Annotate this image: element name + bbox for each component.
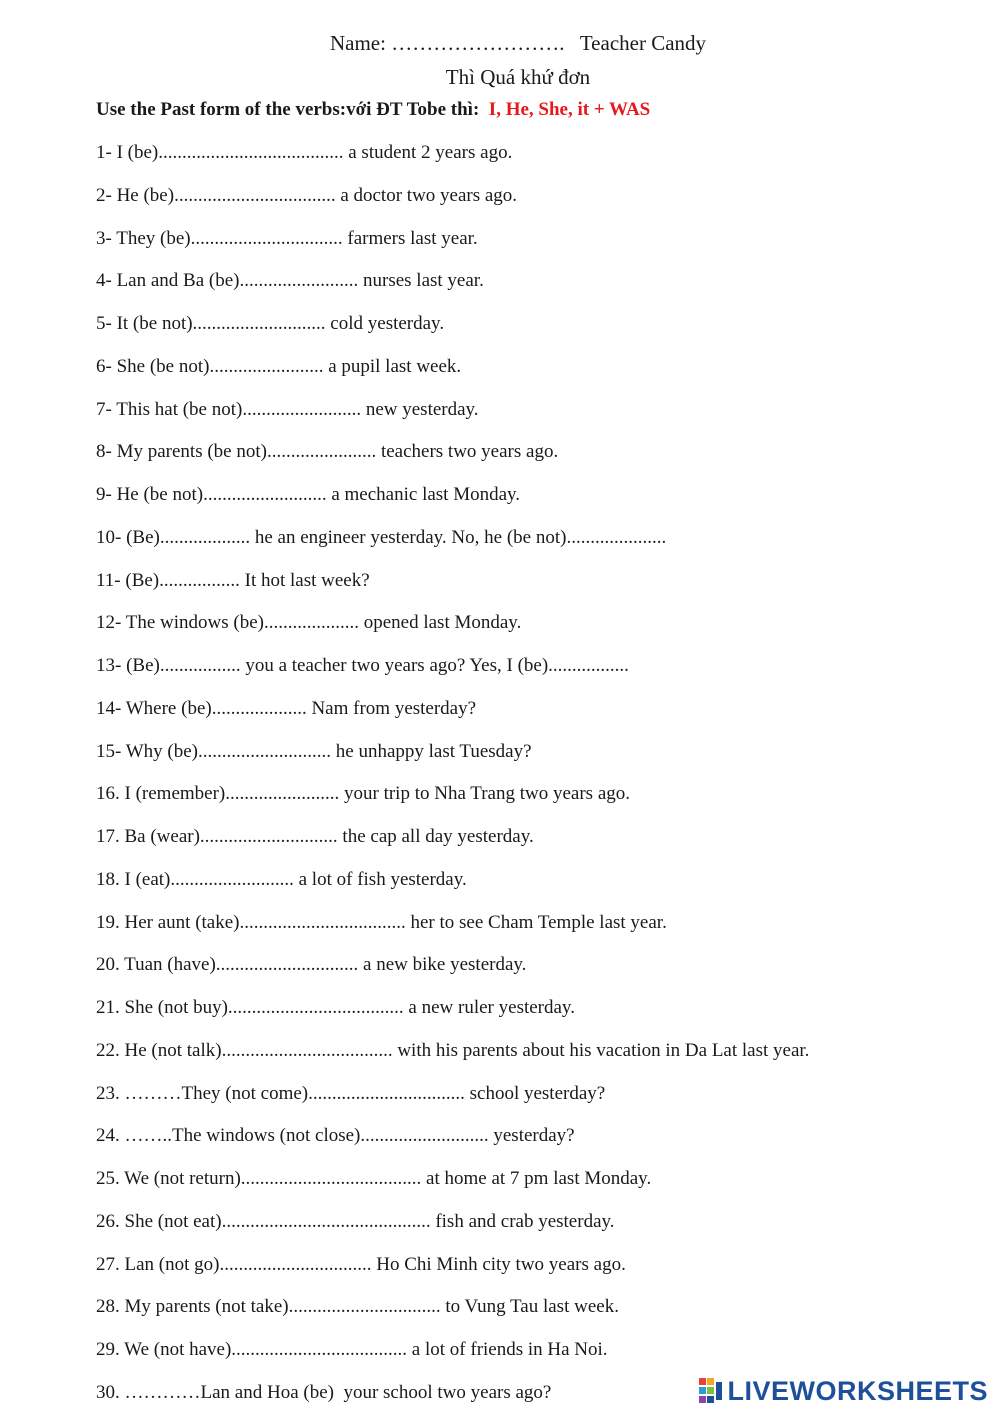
brand-text: LIVEWORKSHEETS (727, 1376, 988, 1406)
liveworksheets-brand[interactable] (699, 1376, 988, 1406)
question-7 (96, 397, 809, 440)
liveworksheets-logo-icon (699, 1378, 723, 1404)
question-text: 27. Lan (not go)................................ Ho Chi Minh city two years ago. (96, 1253, 626, 1275)
question-list (96, 140, 809, 1423)
question-8 (96, 439, 809, 482)
question-26 (96, 1209, 809, 1252)
question-18 (96, 867, 809, 910)
question-10 (96, 525, 809, 568)
question-text: 6- She (be not)........................ a pupil last week. (96, 355, 462, 377)
question-24 (96, 1123, 809, 1166)
question-2 (96, 183, 809, 226)
question-3 (96, 226, 809, 269)
question-22 (96, 1038, 809, 1081)
question-text: 8- My parents (be not)....................... teachers two years ago. (96, 441, 559, 463)
question-text: 23. ………They (not come)................................. school yesterday? (96, 1082, 606, 1104)
question-1 (96, 140, 809, 183)
question-17 (96, 824, 809, 867)
question-25 (96, 1166, 809, 1209)
question-text: 20. Tuan (have).............................. a new bike yesterday. (96, 954, 527, 976)
question-text: 19. Her aunt (take)................................... her to see Cham Temple last year. (96, 911, 667, 933)
question-text: 5- It (be not)............................ cold yesterday. (96, 313, 445, 334)
question-text: 10- (Be)................... he an engineer yesterday. No, he (be not)..................... (96, 526, 667, 548)
instruction-text: Use the Past form of the verbs:với ĐT Tobe thì: (96, 99, 489, 120)
instruction (96, 98, 650, 122)
question-21 (96, 995, 809, 1038)
question-text: 26. She (not eat)............................................ fish and crab yesterday. (96, 1210, 615, 1232)
question-text: 12- The windows (be).................... opened last Monday. (96, 612, 522, 634)
question-text: 7- This hat (be not)......................... new yesterday. (96, 398, 479, 420)
question-27 (96, 1252, 809, 1295)
question-text: 16. I (remember)........................ your trip to Nha Trang two years ago. (96, 783, 631, 805)
question-28 (96, 1294, 809, 1337)
instruction-highlight: I, He, She, it + WAS (488, 99, 651, 120)
question-5 (96, 311, 809, 354)
question-text: 21. She (not buy)..................................... a new ruler yesterday. (96, 997, 575, 1018)
question-4 (96, 268, 809, 311)
question-13 (96, 653, 809, 696)
question-text: 17. Ba (wear)............................. the cap all day yesterday. (96, 826, 534, 847)
question-text: 25. We (not return)...................................... at home at 7 pm last Monday. (96, 1168, 652, 1189)
question-9 (96, 482, 809, 525)
name-line: Name: ……………………. Teacher Candy (329, 31, 707, 55)
question-text: 4- Lan and Ba (be)......................... nurses last year. (96, 270, 484, 292)
question-29 (96, 1337, 809, 1380)
question-14 (96, 696, 809, 739)
question-text: 11- (Be)................. It hot last week? (96, 569, 370, 591)
question-text: 30. …………Lan and Hoa (be) your school two years ago? (96, 1381, 552, 1403)
question-20 (96, 952, 809, 995)
question-text: 29. We (not have)..................................... a lot of friends in Ha Noi. (96, 1339, 608, 1360)
question-text: 14- Where (be).................... Nam from yesterday? (96, 697, 477, 719)
question-text: 2- He (be).................................. a doctor two years ago. (96, 184, 518, 206)
question-11 (96, 568, 809, 611)
worksheet-title: Thì Quá khứ đơn (445, 65, 591, 89)
question-text: 13- (Be)................. you a teacher two years ago? Yes, I (be)................. (96, 655, 629, 676)
question-23 (96, 1081, 809, 1124)
question-text: 15- Why (be)............................ he unhappy last Tuesday? (96, 740, 532, 762)
question-16 (96, 781, 809, 824)
question-text: 24. ……..The windows (not close)........................... yesterday? (96, 1125, 575, 1147)
question-text: 9- He (be not).......................... a mechanic last Monday. (96, 484, 521, 505)
question-12 (96, 610, 809, 653)
question-text: 18. I (eat).......................... a lot of fish yesterday. (96, 868, 467, 890)
question-15 (96, 739, 809, 782)
question-6 (96, 354, 809, 397)
question-text: 28. My parents (not take)................................ to Vung Tau last week. (96, 1296, 619, 1318)
question-text: 1- I (be)....................................... a student 2 years ago. (96, 142, 513, 163)
question-text: 3- They (be)................................ farmers last year. (96, 227, 478, 249)
question-19 (96, 910, 809, 953)
question-text: 22. He (not talk).................................... with his parents about his vacation in Da Lat last year. (96, 1039, 810, 1061)
